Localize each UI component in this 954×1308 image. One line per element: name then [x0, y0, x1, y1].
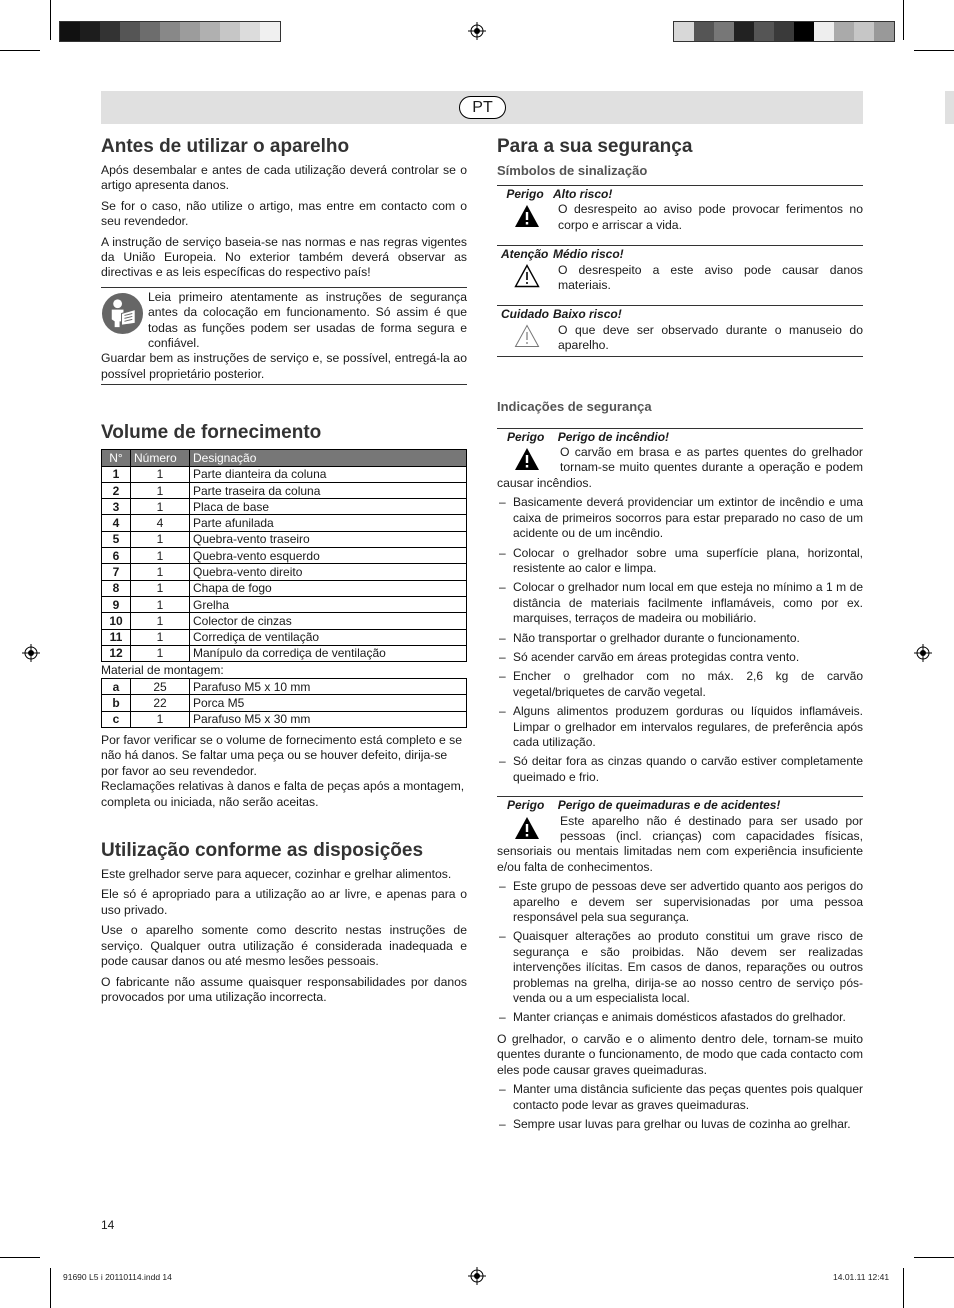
- list-item: – Encher o grelhador com no máx. 2,6 kg de carvão vegetal/briquetes de carvão vegetal.: [497, 669, 863, 700]
- item-number: 11: [102, 629, 131, 645]
- table-row: [102, 548, 467, 564]
- supply-table: [101, 449, 467, 662]
- table-row: [102, 596, 467, 612]
- registration-mark-icon: [468, 22, 486, 40]
- list-item: – Manter uma distância suficiente das peças quentes pois qualquer contacto pode levar as graves queimaduras.: [497, 1082, 863, 1113]
- list-item: – Quaisquer alterações ao produto constitui um grave risco de segurança e são proibidas. Não devem ser realizadas intervenções ilícitas. Em casos de danos, reparações ou outros problemas na grelha, dirija-se ao nosso centro de serviço pós-venda ou a um especialista local.: [497, 929, 863, 1006]
- paragraph: O fabricante não assume quaisquer responsabilidades por danos provocados por uma utilização incorrecta.: [101, 974, 467, 1004]
- right-column: [497, 130, 863, 1132]
- fire-safety-list: [497, 495, 863, 785]
- section-title-safety: Para a sua segurança: [497, 136, 693, 157]
- risk-level: Baixo risco!: [553, 307, 622, 322]
- table-row: [102, 645, 467, 661]
- section-title-before-use: Antes de utilizar o aparelho: [101, 136, 350, 157]
- item-quantity: 1: [131, 613, 190, 629]
- list-item: – Alguns alimentos produzem gorduras ou líquidos inflamáveis. Limpar o grelhador em intervalos regulares, de preferência após cada utilização.: [497, 704, 863, 750]
- next-page-strip: [945, 91, 954, 124]
- crop-mark: [0, 1257, 40, 1258]
- warning-intro: O carvão em brasa e as partes quentes do grelhador tornam-se muito quentes durante a operação e podem causar incêndios.: [497, 445, 863, 490]
- item-designation: Manípulo da corrediça de ventilação: [190, 645, 467, 661]
- warning-label: Atenção: [501, 247, 549, 262]
- table-row: [102, 515, 467, 531]
- table-row: [102, 629, 467, 645]
- crop-mark: [50, 0, 51, 40]
- item-number: 3: [102, 499, 131, 515]
- item-quantity: 1: [131, 482, 190, 498]
- warning-symbols-list: [497, 185, 863, 357]
- burn-safety-list: [497, 879, 863, 1026]
- danger-triangle-icon: [514, 204, 540, 228]
- paragraph: Reclamações relativas à danos e falta de peças após a montagem, completa ou iniciada, não serão aceitas.: [101, 779, 465, 809]
- item-number: 6: [102, 548, 131, 564]
- list-item: – Não transportar o grelhador durante o funcionamento.: [497, 631, 863, 646]
- warning-intro: Este aparelho não é destinado para ser usado por pessoas (incl. crianças) com capacidades físicas, sensoriais ou mentais limitadas nem com experiência insuficiente e/ou falta de conhecimentos.: [497, 813, 863, 874]
- item-designation: Quebra-vento direito: [190, 564, 467, 580]
- item-number: 7: [102, 564, 131, 580]
- item-number: 1: [102, 466, 131, 482]
- item-designation: Parafuso M5 x 30 mm: [190, 711, 467, 727]
- paragraph: Use o aparelho somente como descrito nestas instruções de serviço. Qualquer outra utilização é considerada inadequada e pode causar danos ou até mesmo lesões pessoais.: [101, 923, 467, 969]
- warning-symbol-block: [497, 305, 863, 356]
- burn-warning: [497, 796, 863, 1132]
- list-item: – Colocar o grelhador sobre uma superfície plana, horizontal, resistente ao calor e limpa.: [497, 546, 863, 577]
- item-number: 4: [102, 515, 131, 531]
- paragraph: Se for o caso, não utilize o artigo, mas entre em contacto com o seu revendedor.: [101, 198, 467, 229]
- table-row: [102, 695, 467, 711]
- item-designation: Placa de base: [190, 499, 467, 515]
- item-quantity: 22: [131, 695, 190, 711]
- mount-label: Material de montagem:: [101, 663, 224, 678]
- symbol-description: O desrespeito ao aviso pode provocar ferimentos no corpo e arriscar a vida.: [558, 202, 863, 232]
- note-text: Leia primeiro atentamente as instruções de segurança antes da colocação em funcionamento. Só assim é que todas as funções podem ser usadas de forma segura e confiável.: [148, 289, 467, 351]
- warning-label: Perigo: [507, 798, 545, 813]
- warning-triangle-icon: [514, 264, 540, 288]
- item-number: 5: [102, 531, 131, 547]
- item-designation: Parte dianteira da coluna: [190, 466, 467, 482]
- mount-table: [101, 678, 467, 728]
- danger-triangle-icon: [514, 447, 540, 471]
- spacer: [497, 295, 863, 303]
- table-row: [102, 499, 467, 515]
- language-badge: PT: [459, 96, 506, 119]
- warning-label: Cuidado: [501, 307, 549, 322]
- table-row: [102, 466, 467, 482]
- section-title-intended-use: Utilização conforme as disposições: [101, 840, 424, 862]
- item-designation: Colector de cinzas: [190, 613, 467, 629]
- subsection-title-symbols: Símbolos de sinalização: [497, 163, 648, 178]
- item-number: a: [102, 679, 131, 695]
- item-quantity: 1: [131, 629, 190, 645]
- item-number: 2: [102, 482, 131, 498]
- column-header: Número: [131, 450, 190, 466]
- item-designation: Parte afunilada: [190, 515, 467, 531]
- item-quantity: 4: [131, 515, 190, 531]
- crop-mark: [914, 50, 954, 51]
- table-row: [102, 580, 467, 596]
- list-item: – Só deitar fora as cinzas quando o carvão estiver completamente queimado e frio.: [497, 754, 863, 785]
- warning-label: Perigo: [507, 429, 545, 444]
- item-designation: Grelha: [190, 596, 467, 612]
- warning-heading: Perigo de incêndio!: [557, 429, 670, 444]
- warning-label: Perigo: [506, 187, 544, 201]
- item-designation: Parafuso M5 x 10 mm: [190, 679, 467, 695]
- item-quantity: 1: [131, 564, 190, 580]
- list-item: – Basicamente deverá providenciar um extintor de incêndio e uma caixa de primeiros socorros para estar preparado no caso de um acidente ou de um incêndio.: [497, 495, 863, 541]
- left-column: [101, 130, 467, 1005]
- spacer: [497, 235, 863, 243]
- item-number: c: [102, 711, 131, 727]
- list-item: – Sempre usar luvas para grelhar ou luvas de cozinha ao grelhar.: [497, 1117, 863, 1132]
- item-quantity: 1: [131, 645, 190, 661]
- danger-triangle-icon: [514, 816, 540, 840]
- fire-warning: [497, 428, 863, 786]
- read-manual-icon: [101, 292, 144, 335]
- paragraph: Este grelhador serve para aquecer, cozinhar e grelhar alimentos.: [101, 867, 452, 882]
- paragraph: Ele só é apropriado para a utilização ao ar livre, e apenas para o uso privado.: [101, 887, 467, 917]
- crop-mark: [50, 1268, 51, 1308]
- table-header-row: [102, 450, 467, 466]
- item-quantity: 1: [131, 548, 190, 564]
- item-designation: Parte traseira da coluna: [190, 482, 467, 498]
- color-calibration-bar-left: [59, 21, 281, 42]
- item-quantity: 25: [131, 679, 190, 695]
- registration-mark-icon: [22, 644, 40, 662]
- item-designation: Corrediça de ventilação: [190, 629, 467, 645]
- crop-mark: [903, 0, 904, 40]
- paragraph: O grelhador, o carvão e o alimento dentro dele, tornam-se muito quentes durante o funcionamento, de modo que cada contacto com eles pode causar graves queimaduras.: [497, 1031, 863, 1077]
- risk-level: Alto risco!: [553, 187, 613, 201]
- registration-mark-icon: [914, 644, 932, 662]
- print-date: 14.01.11 12:41: [833, 1272, 890, 1282]
- item-designation: Porca M5: [190, 695, 467, 711]
- paragraph: A instrução de serviço baseia-se nas normas e nas regras vigentes da União Europeia. No exterior também deverá observar as directivas e as leis específicas do respectivo país!: [101, 234, 467, 280]
- item-number: 10: [102, 613, 131, 629]
- list-item: – Manter crianças e animais domésticos afastados do grelhador.: [497, 1010, 863, 1025]
- file-info: 91690 L5 i 20110114.indd 14: [63, 1272, 172, 1282]
- item-quantity: 1: [131, 711, 190, 727]
- section-title-supply: Volume de fornecimento: [101, 422, 322, 444]
- list-item: – Colocar o grelhador num local em que esteja no mínimo a 1 m de distância de materiais facilmente inflamáveis, como por ex. marquises, terraços de madeira ou mobiliário.: [497, 580, 863, 626]
- caution-triangle-icon: [514, 324, 540, 348]
- list-item: – Este grupo de pessoas deve ser advertido quanto aos perigos do aparelho e devem ser supervisionadas por uma pessoa responsável pela sua segurança.: [497, 879, 863, 925]
- page-number: 14: [101, 1218, 115, 1232]
- item-quantity: 1: [131, 580, 190, 596]
- paragraph: Após desembalar e antes de cada utilização deverá controlar se o artigo apresenta danos.: [101, 163, 467, 193]
- burn-safety-list-2: [497, 1082, 863, 1132]
- crop-mark: [903, 1268, 904, 1308]
- color-calibration-bar-right: [673, 21, 895, 42]
- symbol-description: O desrespeito a este aviso pode causar danos materiais.: [558, 262, 863, 293]
- paragraph: Por favor verificar se o volume de fornecimento está completo e se não há danos. Se faltar uma peça ou se houver defeito, dirija-se por favor ao seu revendedor.: [101, 733, 463, 778]
- warning-heading: Perigo de queimaduras e de acidentes!: [557, 798, 781, 813]
- column-header: N°: [102, 450, 131, 466]
- item-quantity: 1: [131, 596, 190, 612]
- table-row: [102, 482, 467, 498]
- item-designation: Quebra-vento traseiro: [190, 531, 467, 547]
- table-row: [102, 564, 467, 580]
- table-row: [102, 711, 467, 727]
- risk-level: Médio risco!: [553, 247, 624, 262]
- item-number: 8: [102, 580, 131, 596]
- crop-mark: [914, 1257, 954, 1258]
- note-text: Guardar bem as instruções de serviço e, se possível, entregá-la ao possível proprietário posterior.: [101, 351, 467, 381]
- table-row: [102, 531, 467, 547]
- item-quantity: 1: [131, 466, 190, 482]
- subsection-title-indications: Indicações de segurança: [497, 398, 652, 414]
- warning-symbol-block: [497, 185, 863, 235]
- registration-mark-icon: [468, 1267, 486, 1285]
- item-quantity: 1: [131, 531, 190, 547]
- list-item: – Só acender carvão em áreas protegidas contra vento.: [497, 650, 863, 665]
- item-designation: Quebra-vento esquerdo: [190, 548, 467, 564]
- item-quantity: 1: [131, 499, 190, 515]
- warning-symbol-block: [497, 245, 863, 295]
- crop-mark: [0, 50, 40, 51]
- read-instructions-note: [101, 287, 467, 385]
- column-header: Designação: [190, 450, 467, 466]
- item-number: 12: [102, 645, 131, 661]
- table-row: [102, 613, 467, 629]
- table-row: [102, 679, 467, 695]
- item-designation: Chapa de fogo: [190, 580, 467, 596]
- item-number: 9: [102, 596, 131, 612]
- symbol-description: O que deve ser observado durante o manuseio do aparelho.: [558, 322, 863, 353]
- item-number: b: [102, 695, 131, 711]
